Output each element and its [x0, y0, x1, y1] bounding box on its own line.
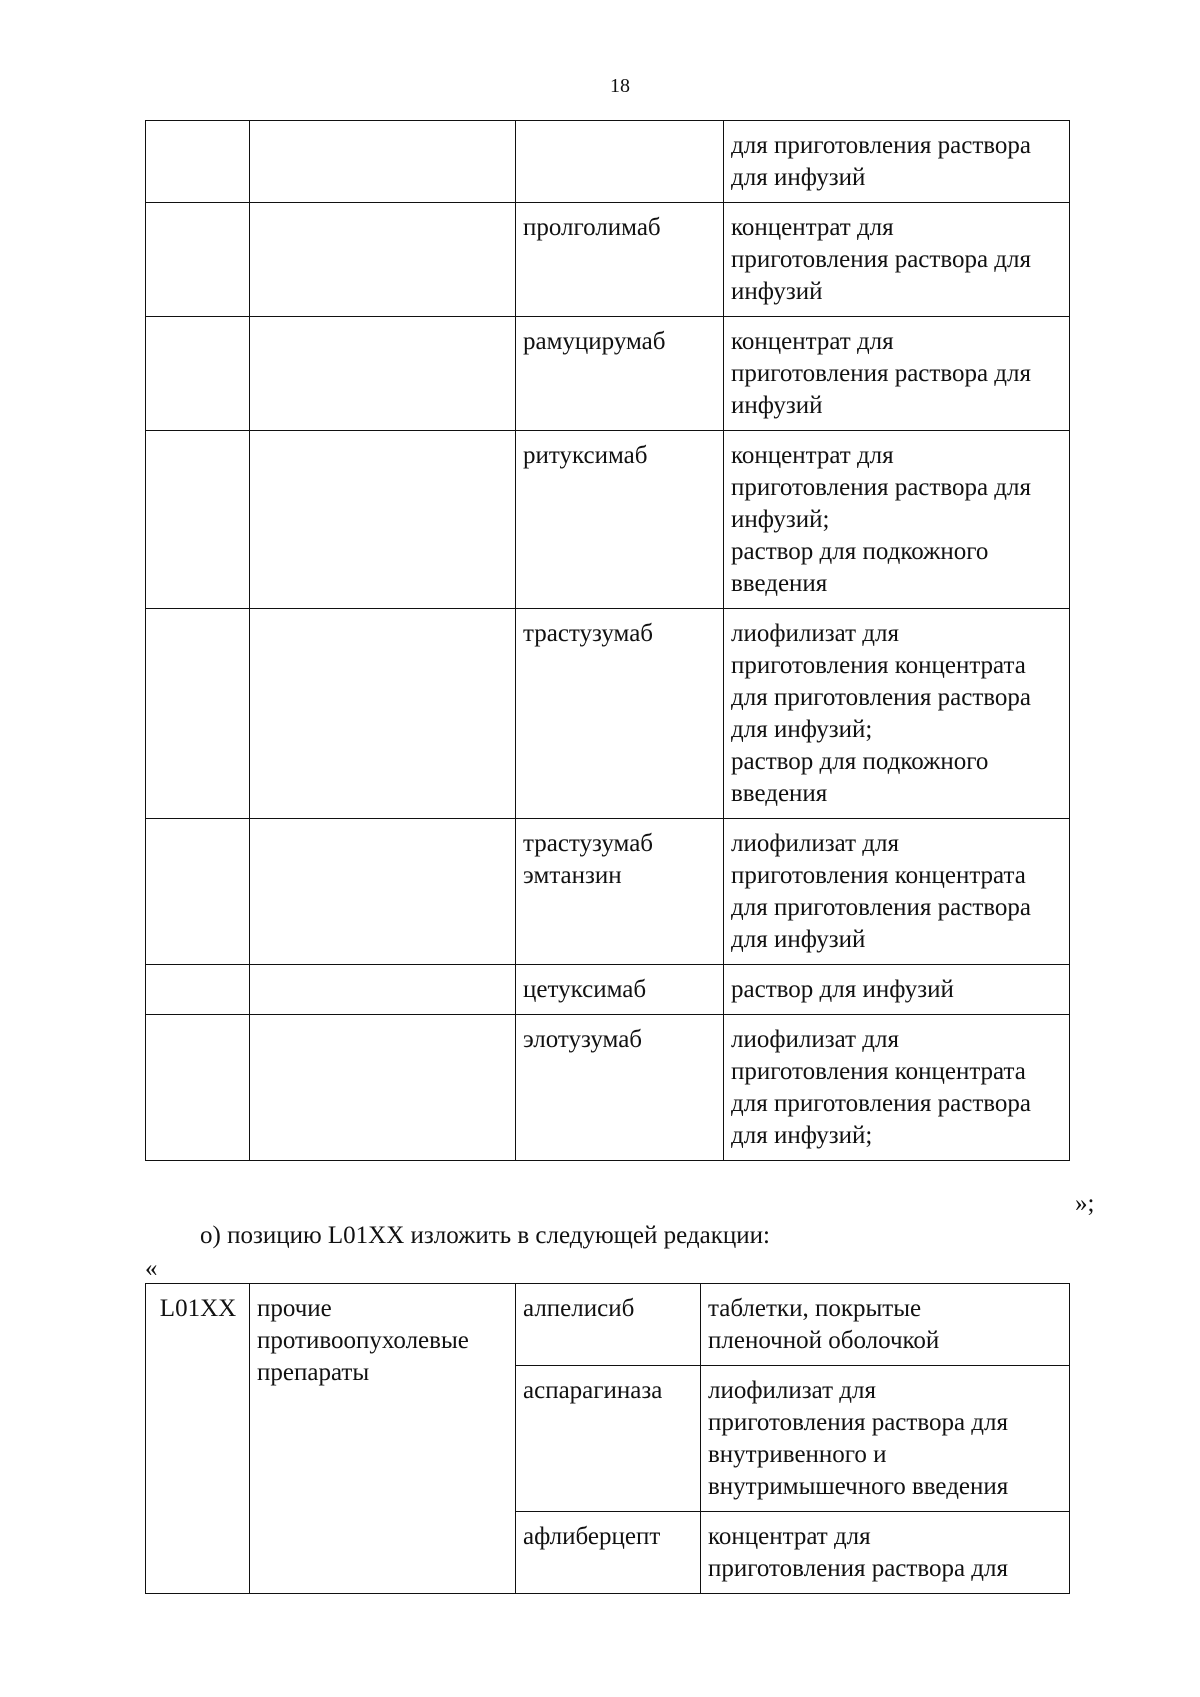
inn-cell: аспарагиназа	[516, 1366, 701, 1512]
group-cell	[250, 121, 516, 203]
group-cell	[250, 317, 516, 431]
closing-quote: »;	[1075, 1190, 1095, 1217]
amendment-instruction: о) позицию L01XX изложить в следующей редакции:	[200, 1222, 770, 1249]
atc-code-cell: L01XX	[146, 1284, 250, 1594]
page-number: 18	[610, 75, 630, 97]
table-row	[146, 203, 1070, 317]
opening-quote: «	[145, 1255, 158, 1282]
table-row	[146, 965, 1070, 1015]
group-cell	[250, 965, 516, 1015]
inn-cell: трастузумаб эмтанзин	[516, 819, 724, 965]
table-row	[146, 819, 1070, 965]
inn-cell: трастузумаб	[516, 609, 724, 819]
atc-code-cell	[146, 203, 250, 317]
dosage-form-cell: лиофилизат для приготовления раствора для внутривенного и внутримышечного введения	[701, 1366, 1070, 1512]
atc-code-cell	[146, 609, 250, 819]
group-cell	[250, 1015, 516, 1161]
drug-table-continuation	[145, 120, 1070, 1161]
inn-cell: афлиберцепт	[516, 1512, 701, 1594]
dosage-form-cell: раствор для инфузий	[724, 965, 1070, 1015]
inn-cell: пролголимаб	[516, 203, 724, 317]
table-row	[146, 1015, 1070, 1161]
table-row	[146, 121, 1070, 203]
dosage-form-cell: для приготовления раствора для инфузий	[724, 121, 1070, 203]
atc-code-cell	[146, 317, 250, 431]
atc-code-cell	[146, 819, 250, 965]
dosage-form-cell: концентрат для приготовления раствора для инфузий	[724, 203, 1070, 317]
atc-code-cell	[146, 431, 250, 609]
inn-cell: элотузумаб	[516, 1015, 724, 1161]
group-cell	[250, 203, 516, 317]
inn-cell: цетуксимаб	[516, 965, 724, 1015]
inn-cell	[516, 121, 724, 203]
table-row	[146, 609, 1070, 819]
group-cell	[250, 609, 516, 819]
dosage-form-cell: концентрат для приготовления раствора для инфузий	[724, 317, 1070, 431]
atc-code-cell	[146, 965, 250, 1015]
group-cell	[250, 431, 516, 609]
dosage-form-cell: лиофилизат для приготовления концентрата для приготовления раствора для инфузий; раствор для подкожного введения	[724, 609, 1070, 819]
table-row	[146, 431, 1070, 609]
inn-cell: ритуксимаб	[516, 431, 724, 609]
atc-code-cell	[146, 121, 250, 203]
dosage-form-cell: лиофилизат для приготовления концентрата для приготовления раствора для инфузий	[724, 819, 1070, 965]
table-row	[146, 317, 1070, 431]
inn-cell: алпелисиб	[516, 1284, 701, 1366]
dosage-form-cell: таблетки, покрытые пленочной оболочкой	[701, 1284, 1070, 1366]
drug-table-l01xx	[145, 1283, 1070, 1594]
atc-code-cell	[146, 1015, 250, 1161]
dosage-form-cell: лиофилизат для приготовления концентрата для приготовления раствора для инфузий;	[724, 1015, 1070, 1161]
group-cell	[250, 819, 516, 965]
group-cell: прочие противоопухолевые препараты	[250, 1284, 516, 1594]
table-row	[146, 1284, 1070, 1366]
inn-cell: рамуцирумаб	[516, 317, 724, 431]
dosage-form-cell: концентрат для приготовления раствора для инфузий; раствор для подкожного введения	[724, 431, 1070, 609]
dosage-form-cell: концентрат для приготовления раствора для	[701, 1512, 1070, 1594]
